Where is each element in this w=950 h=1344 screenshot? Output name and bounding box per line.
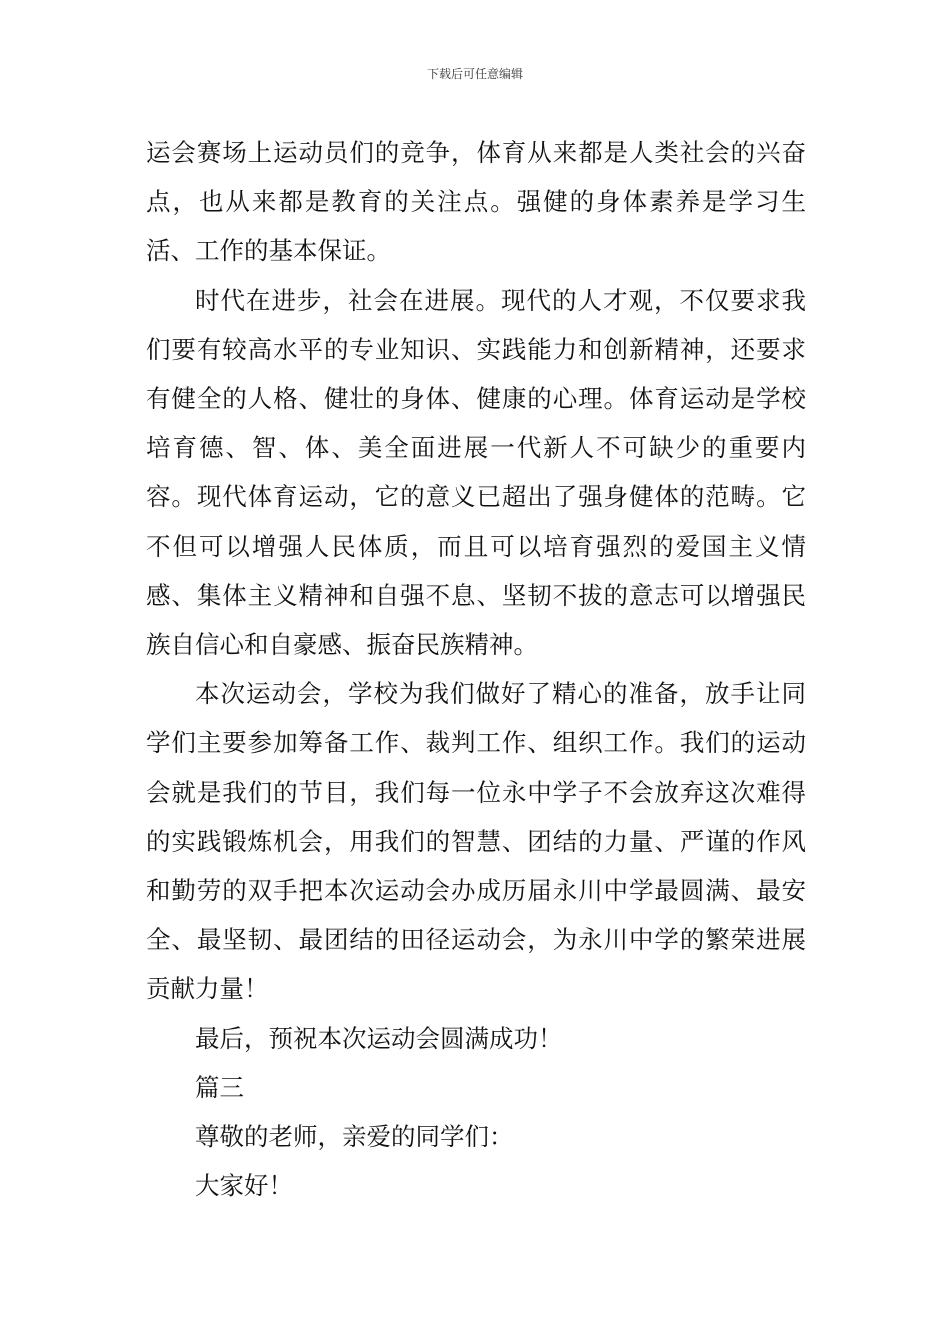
- document-body: [146, 128, 806, 1210]
- paragraph-closing-wish: 最后，预祝本次运动会圆满成功！: [195, 1023, 563, 1053]
- paragraph-sports-meet: 本次运动会，学校为我们做好了精心的准备，放手让同学们主要参加筹备工作、裁判工作、组织工作。我们的运动会就是我们的节目，我们每一位永中学子不会放弃这次难得的实践锻炼机会，用我们的智慧、团结的力量、严谨的作风和勤劳的双手把本次运动会办成历届永川中学最圆满、最安全、最坚韧、最团结的田径运动会，为永川中学的繁荣进展贡献力量！: [146, 679, 806, 1004]
- paragraph-continuation: 运会赛场上运动员们的竞争，体育从来都是人类社会的兴奋点，也从来都是教育的关注点。强健的身体素养是学习生活、工作的基本保证。: [146, 138, 806, 266]
- page-header: 下载后可任意编辑: [426, 67, 523, 81]
- salutation: 尊敬的老师，亲爱的同学们：: [195, 1122, 514, 1152]
- paragraph-era: 时代在进步，社会在进展。现代的人才观，不仅要求我们要有较高水平的专业知识、实践能力和创新精神，还要求有健全的人格、健壮的身体、健康的心理。体育运动是学校培育德、智、体、美全面进展一代新人不可缺少的重要内容。现代体育运动，它的意义已超出了强身健体的范畴。它不但可以增强人民体质，而且可以培育强烈的爱国主义情感、集体主义精神和自强不息、坚韧不拔的意志可以增强民族自信心和自豪感、振奋民族精神。: [146, 285, 806, 660]
- section-heading: 篇三: [195, 1072, 244, 1102]
- greeting: 大家好！: [195, 1171, 293, 1201]
